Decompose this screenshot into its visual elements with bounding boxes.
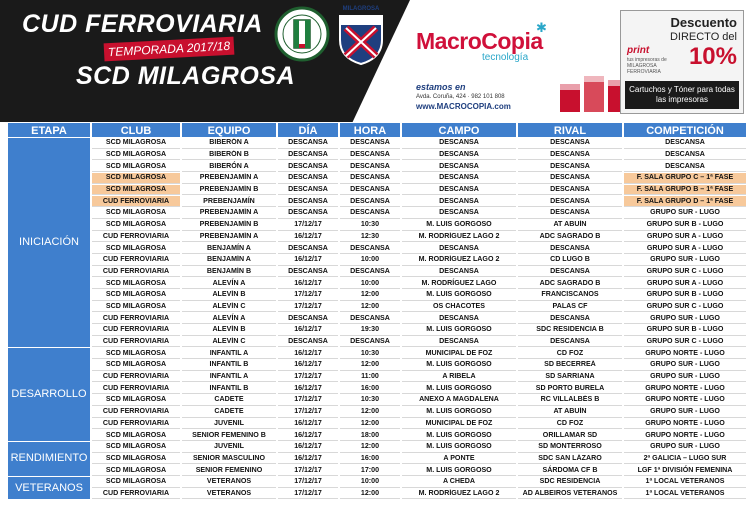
- dia-cell: 17/12/17: [278, 395, 338, 406]
- dia-cell: 17/12/17: [278, 302, 338, 313]
- campo-cell: DESCANSA: [402, 196, 516, 207]
- table-row: [8, 196, 746, 207]
- comp-cell: LGF 1ª DIVISIÓN FEMENINA: [624, 465, 746, 476]
- etapa-cell: VETERANOS: [8, 477, 90, 499]
- equipo-cell: CADETE: [182, 407, 276, 418]
- rival-cell: CD LUGO B: [518, 255, 622, 266]
- rival-cell: DESCANSA: [518, 173, 622, 184]
- hora-cell: DESCANSA: [340, 138, 400, 149]
- table-row: [8, 337, 746, 348]
- rival-cell: SD MONTERROSO: [518, 442, 622, 453]
- milagrosa-crest-label: MILAGROSA: [342, 6, 380, 12]
- table-row: [8, 138, 746, 149]
- etapa-cell: DESARROLLO: [8, 348, 90, 441]
- hora-cell: 17:00: [340, 465, 400, 476]
- equipo-cell: BENJAMÍN A: [182, 255, 276, 266]
- equipo-cell: SENIOR FEMENINO B: [182, 430, 276, 441]
- discount-line-1: Descuento: [670, 15, 737, 30]
- club-cell: SCD MILAGROSA: [92, 278, 180, 289]
- hora-cell: DESCANSA: [340, 196, 400, 207]
- dia-cell: DESCANSA: [278, 337, 338, 348]
- comp-cell: GRUPO SUR B - LUGO: [624, 220, 746, 231]
- club-cell: SCD MILAGROSA: [92, 465, 180, 476]
- sponsor-ad[interactable]: [408, 6, 748, 118]
- dia-cell: DESCANSA: [278, 173, 338, 184]
- table-row: [8, 430, 746, 441]
- campo-cell: A PONTE: [402, 454, 516, 465]
- rival-cell: DESCANSA: [518, 161, 622, 172]
- campo-cell: OS CHACOTES: [402, 302, 516, 313]
- comp-cell: 1ª LOCAL VETERANOS: [624, 477, 746, 488]
- dia-cell: 16/12/17: [278, 454, 338, 465]
- campo-cell: M. RODRÍGUEZ LAGO 2: [402, 255, 516, 266]
- comp-cell: GRUPO SUR - LUGO: [624, 255, 746, 266]
- hora-cell: 10:00: [340, 477, 400, 488]
- comp-cell: GRUPO NORTE - LUGO: [624, 430, 746, 441]
- table-row: [8, 313, 746, 324]
- equipo-cell: ALEVÍN A: [182, 278, 276, 289]
- star-icon: ✱: [536, 20, 547, 35]
- table-row: [8, 419, 746, 430]
- dia-cell: DESCANSA: [278, 185, 338, 196]
- table-row: [8, 302, 746, 313]
- hora-cell: 16:00: [340, 383, 400, 394]
- discount-line-2: DIRECTO del: [669, 31, 737, 43]
- dia-cell: DESCANSA: [278, 150, 338, 161]
- equipo-cell: VETERANOS: [182, 477, 276, 488]
- equipo-cell: INFANTIL A: [182, 372, 276, 383]
- rival-cell: DESCANSA: [518, 267, 622, 278]
- rival-cell: DESCANSA: [518, 208, 622, 219]
- club-cell: SCD MILAGROSA: [92, 442, 180, 453]
- table-row: [8, 290, 746, 301]
- comp-cell: GRUPO NORTE - LUGO: [624, 348, 746, 359]
- rival-cell: AD ALBEIROS VETERANOS: [518, 489, 622, 500]
- club-cell: CUD FERROVIARIA: [92, 372, 180, 383]
- table-row: [8, 325, 746, 336]
- comp-cell: GRUPO SUR - LUGO: [624, 407, 746, 418]
- etapa-cell: RENDIMIENTO: [8, 442, 90, 476]
- club-cell: SCD MILAGROSA: [92, 290, 180, 301]
- print-brand-sub: tus impresoras de MILAGROSA FERROVIARIA: [627, 57, 667, 75]
- dia-cell: 16/12/17: [278, 442, 338, 453]
- comp-cell: 2ª GALICIA – LUGO SUR: [624, 454, 746, 465]
- hora-cell: 10:00: [340, 278, 400, 289]
- campo-cell: DESCANSA: [402, 243, 516, 254]
- dia-cell: 16/12/17: [278, 255, 338, 266]
- campo-cell: DESCANSA: [402, 138, 516, 149]
- table-row: [8, 232, 746, 243]
- equipo-cell: JUVENIL: [182, 419, 276, 430]
- equipo-cell: INFANTIL A: [182, 348, 276, 359]
- campo-cell: MUNICIPAL DE FOZ: [402, 348, 516, 359]
- equipo-cell: SENIOR MASCULINO: [182, 454, 276, 465]
- campo-cell: M. RODRÍGUEZ LAGO 2: [402, 489, 516, 500]
- comp-cell: DESCANSA: [624, 150, 746, 161]
- dia-cell: DESCANSA: [278, 196, 338, 207]
- equipo-cell: PREBENJAMÍN A: [182, 232, 276, 243]
- header-etapa: ETAPA: [8, 123, 90, 137]
- dia-cell: 17/12/17: [278, 407, 338, 418]
- club-cell: CUD FERROVIARIA: [92, 255, 180, 266]
- comp-cell: GRUPO SUR - LUGO: [624, 208, 746, 219]
- equipo-cell: ALEVÍN C: [182, 337, 276, 348]
- dia-cell: 16/12/17: [278, 348, 338, 359]
- campo-cell: M. LUIS GORGOSO: [402, 220, 516, 231]
- hora-cell: DESCANSA: [340, 150, 400, 161]
- rival-cell: ORILLAMAR SD: [518, 430, 622, 441]
- campo-cell: DESCANSA: [402, 337, 516, 348]
- header-competicion: COMPETICIÓN: [624, 123, 746, 137]
- campo-cell: ANEXO A MAGDALENA: [402, 395, 516, 406]
- hora-cell: DESCANSA: [340, 185, 400, 196]
- dia-cell: 17/12/17: [278, 489, 338, 500]
- club-cell: CUD FERROVIARIA: [92, 196, 180, 207]
- comp-cell: GRUPO SUR A - LUGO: [624, 278, 746, 289]
- table-row: [8, 383, 746, 394]
- header-club: CLUB: [92, 123, 180, 137]
- campo-cell: M. RODRÍGUEZ LAGO 2: [402, 232, 516, 243]
- table-row: [8, 173, 746, 184]
- ferroviaria-crest-icon: [274, 4, 330, 66]
- equipo-cell: CADETE: [182, 395, 276, 406]
- equipo-cell: PREBENJAMÍN A: [182, 173, 276, 184]
- table-row: [8, 454, 746, 465]
- comp-cell: GRUPO NORTE - LUGO: [624, 419, 746, 430]
- header-campo: CAMPO: [402, 123, 516, 137]
- equipo-cell: BIBERÓN B: [182, 150, 276, 161]
- equipo-cell: BIBERÓN A: [182, 138, 276, 149]
- campo-cell: M. LUIS GORGOSO: [402, 325, 516, 336]
- equipo-cell: ALEVÍN B: [182, 325, 276, 336]
- equipo-cell: JUVENIL: [182, 442, 276, 453]
- comp-cell: GRUPO SUR B - LUGO: [624, 325, 746, 336]
- campo-cell: DESCANSA: [402, 313, 516, 324]
- campo-cell: A CHEDA: [402, 477, 516, 488]
- ad-web[interactable]: www.MACROCOPIA.com: [416, 102, 511, 111]
- dia-cell: 16/12/17: [278, 383, 338, 394]
- rival-cell: PALAS CF: [518, 302, 622, 313]
- cartridges-text: Cartuchos y Tóner para todas las impresoras: [625, 81, 739, 109]
- campo-cell: M. LUIS GORGOSO: [402, 407, 516, 418]
- campo-cell: M. LUIS GORGOSO: [402, 290, 516, 301]
- ad-brand: MacroCopia: [416, 28, 543, 54]
- rival-cell: DESCANSA: [518, 150, 622, 161]
- dia-cell: 17/12/17: [278, 290, 338, 301]
- club-cell: SCD MILAGROSA: [92, 138, 180, 149]
- rival-cell: RC VILLALBÉS B: [518, 395, 622, 406]
- comp-cell: DESCANSA: [624, 161, 746, 172]
- hora-cell: 18:00: [340, 430, 400, 441]
- rival-cell: AT ABUÍN: [518, 220, 622, 231]
- rival-cell: SDC SAN LÁZARO: [518, 454, 622, 465]
- etapa-cell: INICIACIÓN: [8, 138, 90, 347]
- club-cell: CUD FERROVIARIA: [92, 419, 180, 430]
- rival-cell: CD FOZ: [518, 348, 622, 359]
- club-cell: SCD MILAGROSA: [92, 454, 180, 465]
- dia-cell: 17/12/17: [278, 477, 338, 488]
- discount-percent: 10%: [688, 43, 737, 70]
- club-cell: CUD FERROVIARIA: [92, 325, 180, 336]
- dia-cell: 16/12/17: [278, 278, 338, 289]
- ad-stamos: estamos en: [416, 82, 466, 92]
- club-cell: SCD MILAGROSA: [92, 208, 180, 219]
- dia-cell: 17/12/17: [278, 372, 338, 383]
- hora-cell: 10:00: [340, 255, 400, 266]
- table-row: [8, 372, 746, 383]
- table-row: [8, 489, 746, 500]
- hora-cell: DESCANSA: [340, 267, 400, 278]
- header-equipo: EQUIPO: [182, 123, 276, 137]
- table-row: [8, 185, 746, 196]
- season-badge: TEMPORADA 2017/18: [104, 37, 235, 62]
- table-row: [8, 465, 746, 476]
- table-row: [8, 161, 746, 172]
- club-cell: SCD MILAGROSA: [92, 150, 180, 161]
- equipo-cell: ALEVÍN A: [182, 313, 276, 324]
- club-cell: SCD MILAGROSA: [92, 185, 180, 196]
- hora-cell: 16:00: [340, 454, 400, 465]
- equipo-cell: VETERANOS: [182, 489, 276, 500]
- hora-cell: 12:30: [340, 232, 400, 243]
- ad-brand-sub: tecnología: [482, 52, 529, 63]
- hora-cell: 10:30: [340, 348, 400, 359]
- club-cell: SCD MILAGROSA: [92, 395, 180, 406]
- campo-cell: M. LUIS GORGOSO: [402, 442, 516, 453]
- dia-cell: 16/12/17: [278, 419, 338, 430]
- ad-address: Avda. Coruña, 424 · 982 101 808: [416, 94, 505, 100]
- comp-cell: DESCANSA: [624, 138, 746, 149]
- club-cell: CUD FERROVIARIA: [92, 232, 180, 243]
- club-cell: CUD FERROVIARIA: [92, 313, 180, 324]
- equipo-cell: INFANTIL B: [182, 383, 276, 394]
- rival-cell: ADC SAGRADO B: [518, 278, 622, 289]
- campo-cell: M. RODRÍGUEZ LAGO: [402, 278, 516, 289]
- comp-cell: GRUPO SUR - LUGO: [624, 360, 746, 371]
- header-hora: HORA: [340, 123, 400, 137]
- comp-cell: GRUPO SUR - LUGO: [624, 313, 746, 324]
- rival-cell: DESCANSA: [518, 185, 622, 196]
- comp-cell: GRUPO NORTE - LUGO: [624, 395, 746, 406]
- campo-cell: DESCANSA: [402, 185, 516, 196]
- hora-cell: DESCANSA: [340, 208, 400, 219]
- club-cell: CUD FERROVIARIA: [92, 383, 180, 394]
- rival-cell: DESCANSA: [518, 196, 622, 207]
- campo-cell: DESCANSA: [402, 173, 516, 184]
- club-cell: SCD MILAGROSA: [92, 348, 180, 359]
- rival-cell: FRANCISCANOS: [518, 290, 622, 301]
- hora-cell: 12:00: [340, 442, 400, 453]
- comp-cell: GRUPO SUR C - LUGO: [624, 267, 746, 278]
- comp-cell: GRUPO SUR B - LUGO: [624, 290, 746, 301]
- table-row: [8, 150, 746, 161]
- club-cell: SCD MILAGROSA: [92, 360, 180, 371]
- milagrosa-crest-icon: [332, 4, 390, 66]
- club-cell: SCD MILAGROSA: [92, 243, 180, 254]
- campo-cell: DESCANSA: [402, 208, 516, 219]
- table-row: [8, 407, 746, 418]
- equipo-cell: PREBENJAMÍN B: [182, 220, 276, 231]
- equipo-cell: BENJAMÍN B: [182, 267, 276, 278]
- comp-cell: GRUPO SUR C - LUGO: [624, 337, 746, 348]
- dia-cell: 16/12/17: [278, 325, 338, 336]
- campo-cell: M. LUIS GORGOSO: [402, 430, 516, 441]
- rival-cell: SD SARRIANA: [518, 372, 622, 383]
- rival-cell: SDC RESIDENCIA: [518, 477, 622, 488]
- campo-cell: DESCANSA: [402, 150, 516, 161]
- campo-cell: A RIBELA: [402, 372, 516, 383]
- schedule-body: [8, 138, 746, 499]
- table-row: [8, 348, 746, 359]
- rival-cell: SD BECERREÁ: [518, 360, 622, 371]
- table-row: [8, 278, 746, 289]
- comp-cell: F. SALA GRUPO D – 1ª FASE: [624, 196, 746, 207]
- club-cell: CUD FERROVIARIA: [92, 407, 180, 418]
- table-row: [8, 255, 746, 266]
- comp-cell: F. SALA GRUPO C – 1ª FASE: [624, 173, 746, 184]
- equipo-cell: ALEVÍN C: [182, 302, 276, 313]
- comp-cell: GRUPO SUR A - LUGO: [624, 243, 746, 254]
- table-row: [8, 477, 746, 488]
- dia-cell: 16/12/17: [278, 360, 338, 371]
- table-row: [8, 243, 746, 254]
- campo-cell: M. LUIS GORGOSO: [402, 383, 516, 394]
- title-line-1: CUD FERROVIARIA: [22, 10, 263, 38]
- hora-cell: 12:00: [340, 302, 400, 313]
- rival-cell: DESCANSA: [518, 138, 622, 149]
- equipo-cell: SENIOR FEMENINO: [182, 465, 276, 476]
- rival-cell: SD PORTO BURELA: [518, 383, 622, 394]
- table-row: [8, 220, 746, 231]
- rival-cell: DESCANSA: [518, 337, 622, 348]
- rival-cell: SDC RESIDENCIA B: [518, 325, 622, 336]
- comp-cell: GRUPO SUR - LUGO: [624, 372, 746, 383]
- hora-cell: DESCANSA: [340, 173, 400, 184]
- header-rival: RIVAL: [518, 123, 622, 137]
- dia-cell: 16/12/17: [278, 430, 338, 441]
- discount-box: [620, 10, 744, 114]
- club-cell: CUD FERROVIARIA: [92, 267, 180, 278]
- comp-cell: GRUPO SUR C - LUGO: [624, 302, 746, 313]
- dia-cell: DESCANSA: [278, 243, 338, 254]
- equipo-cell: ALEVÍN B: [182, 290, 276, 301]
- hora-cell: 12:00: [340, 419, 400, 430]
- comp-cell: F. SALA GRUPO B – 1ª FASE: [624, 185, 746, 196]
- campo-cell: MUNICIPAL DE FOZ: [402, 419, 516, 430]
- hora-cell: 10:30: [340, 220, 400, 231]
- header: [0, 0, 750, 122]
- hora-cell: DESCANSA: [340, 313, 400, 324]
- equipo-cell: BENJAMÍN A: [182, 243, 276, 254]
- hora-cell: 12:00: [340, 489, 400, 500]
- print-brand: print: [627, 45, 650, 56]
- rival-cell: AT ABUÍN: [518, 407, 622, 418]
- table-row: [8, 267, 746, 278]
- comp-cell: GRUPO SUR - LUGO: [624, 442, 746, 453]
- header-dia: DÍA: [278, 123, 338, 137]
- hora-cell: 12:00: [340, 360, 400, 371]
- comp-cell: GRUPO NORTE - LUGO: [624, 383, 746, 394]
- equipo-cell: BIBERÓN A: [182, 161, 276, 172]
- title-line-2: SCD MILAGROSA: [76, 62, 295, 90]
- hora-cell: 12:00: [340, 290, 400, 301]
- campo-cell: M. LUIS GORGOSO: [402, 360, 516, 371]
- hora-cell: 10:30: [340, 395, 400, 406]
- comp-cell: GRUPO SUR A - LUGO: [624, 232, 746, 243]
- rival-cell: CD FOZ: [518, 419, 622, 430]
- club-cell: SCD MILAGROSA: [92, 477, 180, 488]
- comp-cell: 1ª LOCAL VETERANOS: [624, 489, 746, 500]
- hora-cell: DESCANSA: [340, 161, 400, 172]
- club-cell: CUD FERROVIARIA: [92, 489, 180, 500]
- campo-cell: DESCANSA: [402, 161, 516, 172]
- equipo-cell: INFANTIL B: [182, 360, 276, 371]
- club-cell: SCD MILAGROSA: [92, 220, 180, 231]
- schedule-table: [6, 122, 748, 500]
- dia-cell: DESCANSA: [278, 208, 338, 219]
- table-row: [8, 442, 746, 453]
- dia-cell: 16/12/17: [278, 232, 338, 243]
- club-cell: SCD MILAGROSA: [92, 430, 180, 441]
- club-cell: SCD MILAGROSA: [92, 173, 180, 184]
- dia-cell: DESCANSA: [278, 267, 338, 278]
- table-header-row: [8, 123, 746, 137]
- equipo-cell: PREBENJAMÍN: [182, 196, 276, 207]
- dia-cell: DESCANSA: [278, 138, 338, 149]
- campo-cell: M. LUIS GORGOSO: [402, 465, 516, 476]
- dia-cell: DESCANSA: [278, 161, 338, 172]
- club-cell: CUD FERROVIARIA: [92, 337, 180, 348]
- table-row: [8, 208, 746, 219]
- rival-cell: DESCANSA: [518, 243, 622, 254]
- dia-cell: 17/12/17: [278, 220, 338, 231]
- campo-cell: DESCANSA: [402, 267, 516, 278]
- hora-cell: DESCANSA: [340, 243, 400, 254]
- table-row: [8, 360, 746, 371]
- club-cell: SCD MILAGROSA: [92, 302, 180, 313]
- table-row: [8, 395, 746, 406]
- dia-cell: 17/12/17: [278, 465, 338, 476]
- hora-cell: 19:30: [340, 325, 400, 336]
- equipo-cell: PREBENJAMÍN A: [182, 208, 276, 219]
- rival-cell: SÁRDOMA CF B: [518, 465, 622, 476]
- hora-cell: 12:00: [340, 407, 400, 418]
- hora-cell: 11:00: [340, 372, 400, 383]
- hora-cell: DESCANSA: [340, 337, 400, 348]
- equipo-cell: PREBENJAMÍN B: [182, 185, 276, 196]
- dia-cell: DESCANSA: [278, 313, 338, 324]
- club-cell: SCD MILAGROSA: [92, 161, 180, 172]
- rival-cell: ADC SAGRADO B: [518, 232, 622, 243]
- rival-cell: DESCANSA: [518, 313, 622, 324]
